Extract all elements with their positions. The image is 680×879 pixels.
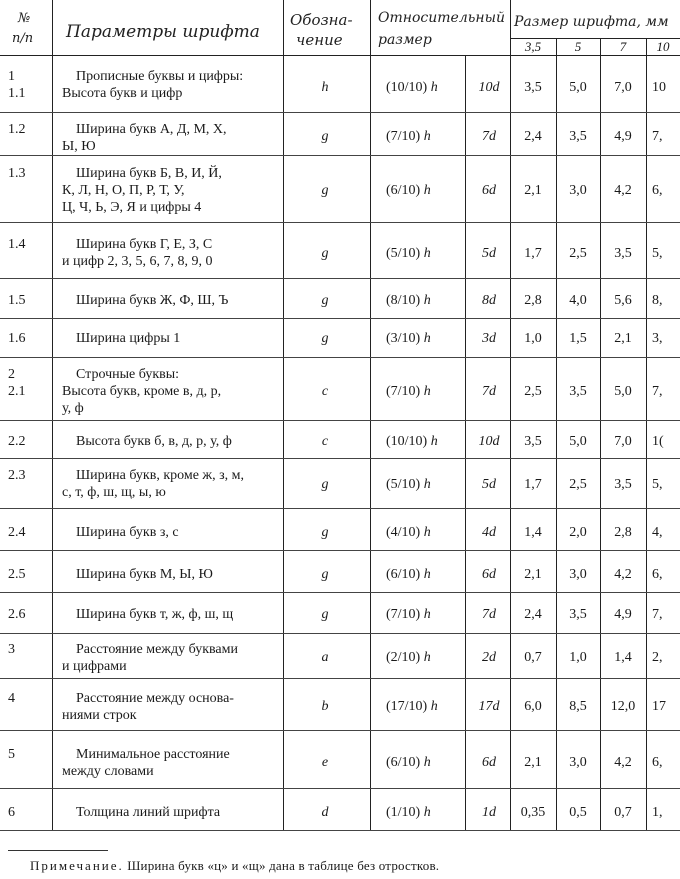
row-relative-d: 17d (478, 699, 500, 714)
relative-variable: h (430, 434, 438, 449)
row-parameter-line: Ширина букв Г, Е, З, С (76, 237, 213, 252)
row-size-7: 7,0 (614, 80, 632, 95)
row-size-7: 4,2 (614, 566, 632, 582)
row-size-5: 2,5 (569, 245, 587, 261)
row-relative-d: 5d (482, 476, 496, 492)
row-parameter (62, 292, 277, 309)
row-number-line: 1.6 (8, 331, 26, 346)
relative-fraction: (5/10) (386, 476, 421, 492)
row-relative-size (370, 79, 486, 96)
row-symbol: g (321, 331, 329, 346)
row-symbol: e (321, 755, 329, 770)
row-parameter (62, 690, 277, 724)
row-rule (0, 678, 680, 679)
row-size-3-5: 2,5 (524, 384, 542, 399)
column-divider (283, 0, 284, 830)
row-size-5: 0,5 (569, 805, 587, 820)
row-symbol: g (321, 476, 329, 492)
row-number (8, 690, 15, 707)
row-size-10: 3, (652, 331, 663, 346)
relative-variable: h (423, 566, 431, 582)
relative-fraction: (6/10) (386, 755, 421, 770)
row-relative-size (370, 754, 486, 771)
row-size-7: 4,2 (614, 755, 632, 770)
row-number (8, 366, 26, 400)
relative-variable: h (423, 805, 431, 820)
row-number-line: 1.4 (8, 237, 26, 252)
row-relative-size (370, 330, 486, 347)
row-size-5: 2,0 (569, 524, 587, 540)
row-rule (0, 458, 680, 459)
row-rule (0, 112, 680, 113)
header-symbol-2: чение (296, 31, 343, 49)
row-parameter-line: Ширина букв М, Ы, Ю (76, 566, 213, 582)
row-number-line: 2.6 (8, 607, 26, 622)
row-size-10: 1, (652, 805, 663, 820)
row-relative-d: 5d (482, 245, 496, 261)
row-size-7: 5,6 (614, 293, 632, 308)
row-number-line: 2.1 (8, 384, 26, 399)
row-size-3-5: 2,1 (524, 566, 542, 582)
row-parameter (62, 746, 277, 780)
row-rule (0, 550, 680, 551)
row-size-10: 7, (652, 384, 663, 399)
row-parameter (62, 236, 277, 270)
relative-fraction: (6/10) (386, 566, 421, 582)
row-parameter-line: между словами (62, 763, 154, 779)
relative-variable: h (423, 293, 431, 308)
row-size-5: 8,5 (569, 699, 587, 714)
row-size-5: 2,5 (569, 476, 587, 492)
row-size-10: 7, (652, 607, 663, 622)
row-number-line: 2.5 (8, 566, 26, 582)
row-size-5: 4,0 (569, 293, 587, 308)
row-size-7: 12,0 (610, 699, 636, 714)
row-number-line: 1 (8, 69, 15, 84)
row-number (8, 746, 15, 763)
row-parameter-line: Прописные буквы и цифры: (76, 69, 244, 84)
row-rule (0, 222, 680, 223)
row-relative-size (370, 182, 486, 199)
relative-variable: h (423, 245, 431, 261)
row-number (8, 641, 15, 658)
row-relative-d: 2d (482, 650, 496, 665)
row-number (8, 804, 15, 821)
row-symbol: h (321, 80, 329, 95)
row-relative-d: 6d (482, 182, 496, 198)
row-parameter (62, 524, 277, 541)
row-symbol: a (321, 650, 329, 665)
row-size-10: 2, (652, 650, 663, 665)
row-parameter-line: Высота букв и цифр (62, 86, 183, 101)
header-relative-2: размер (378, 32, 432, 48)
relative-fraction: (1/10) (386, 805, 421, 820)
footnote (30, 858, 439, 874)
row-parameter (62, 121, 277, 155)
row-number-line: 2.2 (8, 434, 26, 449)
row-size-7: 3,5 (614, 476, 632, 492)
row-number (8, 165, 26, 182)
header-size-5: 5 (574, 39, 582, 54)
row-size-5: 3,0 (569, 566, 587, 582)
row-parameter (62, 804, 277, 821)
row-symbol: c (321, 384, 329, 399)
row-number-line: 1.2 (8, 122, 26, 137)
row-size-3-5: 2,4 (524, 128, 542, 144)
row-size-5: 3,0 (569, 182, 587, 198)
row-size-5: 1,0 (569, 650, 587, 665)
row-symbol: g (321, 524, 329, 540)
row-size-3-5: 1,4 (524, 524, 542, 540)
relative-variable: h (423, 755, 431, 770)
relative-fraction: (8/10) (386, 293, 421, 308)
row-relative-size (370, 292, 486, 309)
footnote-text: Ширина букв «ц» и «щ» дана в таблице без отростков. (127, 858, 440, 873)
row-parameter-line: и цифрами (62, 659, 127, 674)
row-number-line: 2 (8, 367, 15, 382)
header-num-2: п/п (12, 31, 34, 46)
row-relative-d: 3d (482, 331, 496, 346)
row-size-3-5: 0,35 (520, 805, 546, 820)
row-relative-size (370, 606, 486, 623)
row-parameter-line: Ц, Ч, Ь, Э, Я и цифры 4 (62, 199, 202, 215)
row-parameter-line: Высота букв, кроме в, д, р, (62, 384, 222, 399)
row-number-line: 5 (8, 746, 15, 762)
header-rule (0, 55, 680, 56)
row-relative-size (370, 383, 486, 400)
row-size-3-5: 1,0 (524, 331, 542, 346)
row-relative-size (370, 245, 486, 262)
row-size-10: 5, (652, 476, 663, 492)
relative-variable: h (423, 476, 431, 492)
row-size-7: 0,7 (614, 805, 632, 820)
row-parameter (62, 330, 277, 347)
row-rule (0, 278, 680, 279)
relative-variable: h (423, 524, 431, 540)
row-size-10: 7, (652, 128, 663, 144)
row-size-10: 5, (652, 245, 663, 261)
header-size: Размер шрифта, мм (514, 14, 669, 30)
row-parameter (62, 68, 277, 102)
row-parameter-line: Ширина букв, кроме ж, з, м, (76, 468, 244, 483)
row-rule (0, 592, 680, 593)
row-size-10: 1( (652, 434, 664, 449)
row-number-line: 1.3 (8, 165, 26, 181)
relative-variable: h (430, 699, 438, 714)
row-symbol: d (321, 805, 329, 820)
row-size-3-5: 2,1 (524, 755, 542, 770)
row-relative-size (370, 566, 486, 583)
row-number (8, 121, 26, 138)
row-parameter-line: Ширина букв Б, В, И, Й, (76, 165, 222, 181)
row-parameter-line: Минимальное расстояние (76, 746, 230, 762)
row-size-10: 6, (652, 566, 663, 582)
row-number-line: 1.1 (8, 86, 26, 101)
row-relative-size (370, 804, 486, 821)
row-size-7: 1,4 (614, 650, 632, 665)
relative-variable: h (423, 607, 431, 622)
row-parameter-line: и цифр 2, 3, 5, 6, 7, 8, 9, 0 (62, 254, 213, 269)
row-size-10: 10 (652, 80, 666, 95)
row-symbol: c (321, 434, 329, 449)
row-symbol: g (321, 607, 329, 622)
row-relative-size (370, 649, 486, 666)
row-number (8, 236, 26, 253)
header-size-35: 3,5 (524, 39, 542, 54)
relative-fraction: (10/10) (386, 80, 428, 95)
row-number (8, 68, 26, 102)
row-parameter (62, 366, 277, 417)
row-size-5: 3,0 (569, 755, 587, 770)
row-number-line: 2.3 (8, 468, 26, 483)
row-size-3-5: 3,5 (524, 80, 542, 95)
footnote-rule (8, 850, 108, 851)
relative-variable: h (423, 331, 431, 346)
row-size-5: 3,5 (569, 607, 587, 622)
header-num-1: № (18, 11, 31, 26)
row-parameter-line: Толщина линий шрифта (76, 805, 221, 820)
relative-fraction: (7/10) (386, 128, 421, 144)
header-size-10: 10 (656, 39, 670, 54)
row-number (8, 433, 26, 450)
relative-fraction: (17/10) (386, 699, 428, 714)
row-parameter-line: Расстояние между основа- (76, 690, 234, 706)
row-parameter-line: Расстояние между буквами (76, 642, 238, 657)
row-size-10: 8, (652, 293, 663, 308)
row-parameter (62, 566, 277, 583)
row-size-3-5: 1,7 (524, 476, 542, 492)
relative-variable: h (430, 80, 438, 95)
row-relative-size (370, 433, 486, 450)
row-size-10: 6, (652, 182, 663, 198)
header-relative-1: Относительный (378, 10, 505, 26)
row-number-line: 1.5 (8, 293, 26, 308)
relative-fraction: (4/10) (386, 524, 421, 540)
row-parameter-line: Строчные буквы: (76, 367, 180, 382)
row-relative-d: 7d (482, 384, 496, 399)
relative-fraction: (2/10) (386, 650, 421, 665)
row-relative-size (370, 476, 486, 493)
row-parameter-line: Ы, Ю (62, 139, 96, 154)
relative-fraction: (10/10) (386, 434, 428, 449)
header-parameters: Параметры шрифта (66, 22, 260, 42)
row-parameter-line: Ширина букв А, Д, М, Х, (76, 122, 227, 137)
row-size-7: 2,1 (614, 331, 632, 346)
row-rule (0, 633, 680, 634)
row-number-line: 6 (8, 805, 15, 820)
row-relative-d: 7d (482, 607, 496, 622)
row-rule (0, 788, 680, 789)
row-rule (0, 318, 680, 319)
row-parameter-line: Ширина цифры 1 (76, 331, 181, 346)
row-symbol: g (321, 182, 329, 198)
row-relative-d: 10d (478, 434, 500, 449)
row-number (8, 606, 26, 623)
row-number-line: 4 (8, 690, 15, 706)
row-size-5: 5,0 (569, 434, 587, 449)
row-parameter (62, 467, 277, 501)
row-parameter (62, 433, 277, 450)
row-parameter-line: К, Л, Н, О, П, Р, Т, У, (62, 182, 185, 198)
relative-fraction: (6/10) (386, 182, 421, 198)
row-symbol: b (321, 699, 329, 714)
row-relative-size (370, 128, 486, 145)
row-rule (0, 357, 680, 358)
row-size-7: 4,9 (614, 128, 632, 144)
row-parameter-line: у, ф (62, 401, 84, 416)
row-symbol: g (321, 566, 329, 582)
relative-fraction: (5/10) (386, 245, 421, 261)
row-symbol: g (321, 293, 329, 308)
row-number (8, 566, 26, 583)
header-symbol-1: Обозна- (290, 11, 353, 29)
row-size-3-5: 0,7 (524, 650, 542, 665)
row-size-5: 5,0 (569, 80, 587, 95)
relative-fraction: (3/10) (386, 331, 421, 346)
row-relative-size (370, 524, 486, 541)
row-size-10: 6, (652, 755, 663, 770)
row-parameter-line: Высота букв б, в, д, р, у, ф (76, 434, 232, 449)
row-relative-d: 7d (482, 128, 496, 144)
relative-fraction: (7/10) (386, 607, 421, 622)
relative-variable: h (423, 128, 431, 144)
row-size-7: 3,5 (614, 245, 632, 261)
row-number-line: 3 (8, 642, 15, 657)
row-size-3-5: 2,1 (524, 182, 542, 198)
relative-variable: h (423, 384, 431, 399)
row-rule (0, 155, 680, 156)
row-number (8, 524, 26, 541)
row-parameter-line: Ширина букв Ж, Ф, Ш, Ъ (76, 293, 229, 308)
relative-variable: h (423, 650, 431, 665)
column-divider (52, 0, 53, 830)
row-size-3-5: 3,5 (524, 434, 542, 449)
row-size-5: 3,5 (569, 384, 587, 399)
row-size-7: 5,0 (614, 384, 632, 399)
row-relative-d: 10d (478, 80, 500, 95)
row-size-5: 3,5 (569, 128, 587, 144)
row-parameter-line: Ширина букв т, ж, ф, ш, щ (76, 607, 234, 622)
row-relative-d: 6d (482, 755, 496, 770)
row-number (8, 330, 26, 347)
row-relative-size (370, 698, 486, 715)
row-symbol: g (321, 128, 329, 144)
row-size-3-5: 2,4 (524, 607, 542, 622)
header-size-7: 7 (619, 39, 627, 54)
row-number-line: 2.4 (8, 524, 26, 540)
row-relative-d: 1d (482, 805, 496, 820)
row-size-10: 17 (652, 699, 666, 714)
row-size-7: 4,2 (614, 182, 632, 198)
row-size-3-5: 6,0 (524, 699, 542, 714)
row-size-10: 4, (652, 524, 663, 540)
row-symbol: g (321, 245, 329, 261)
row-size-7: 7,0 (614, 434, 632, 449)
row-size-3-5: 2,8 (524, 293, 542, 308)
relative-fraction: (7/10) (386, 384, 421, 399)
row-parameter-line: Ширина букв з, с (76, 524, 179, 540)
row-rule (0, 730, 680, 731)
row-parameter (62, 606, 277, 623)
row-number (8, 467, 26, 484)
row-rule (0, 830, 680, 831)
row-parameter (62, 165, 277, 216)
row-relative-d: 6d (482, 566, 496, 582)
row-relative-d: 4d (482, 524, 496, 540)
row-parameter (62, 641, 277, 675)
row-size-3-5: 1,7 (524, 245, 542, 261)
row-size-5: 1,5 (569, 331, 587, 346)
row-relative-d: 8d (482, 293, 496, 308)
row-size-7: 4,9 (614, 607, 632, 622)
row-size-7: 2,8 (614, 524, 632, 540)
row-parameter-line: с, т, ф, ш, щ, ы, ю (62, 485, 166, 500)
row-parameter-line: ниями строк (62, 707, 137, 723)
row-number (8, 292, 26, 309)
row-rule (0, 420, 680, 421)
footnote-label: Примечание. (30, 858, 124, 873)
row-rule (0, 508, 680, 509)
relative-variable: h (423, 182, 431, 198)
